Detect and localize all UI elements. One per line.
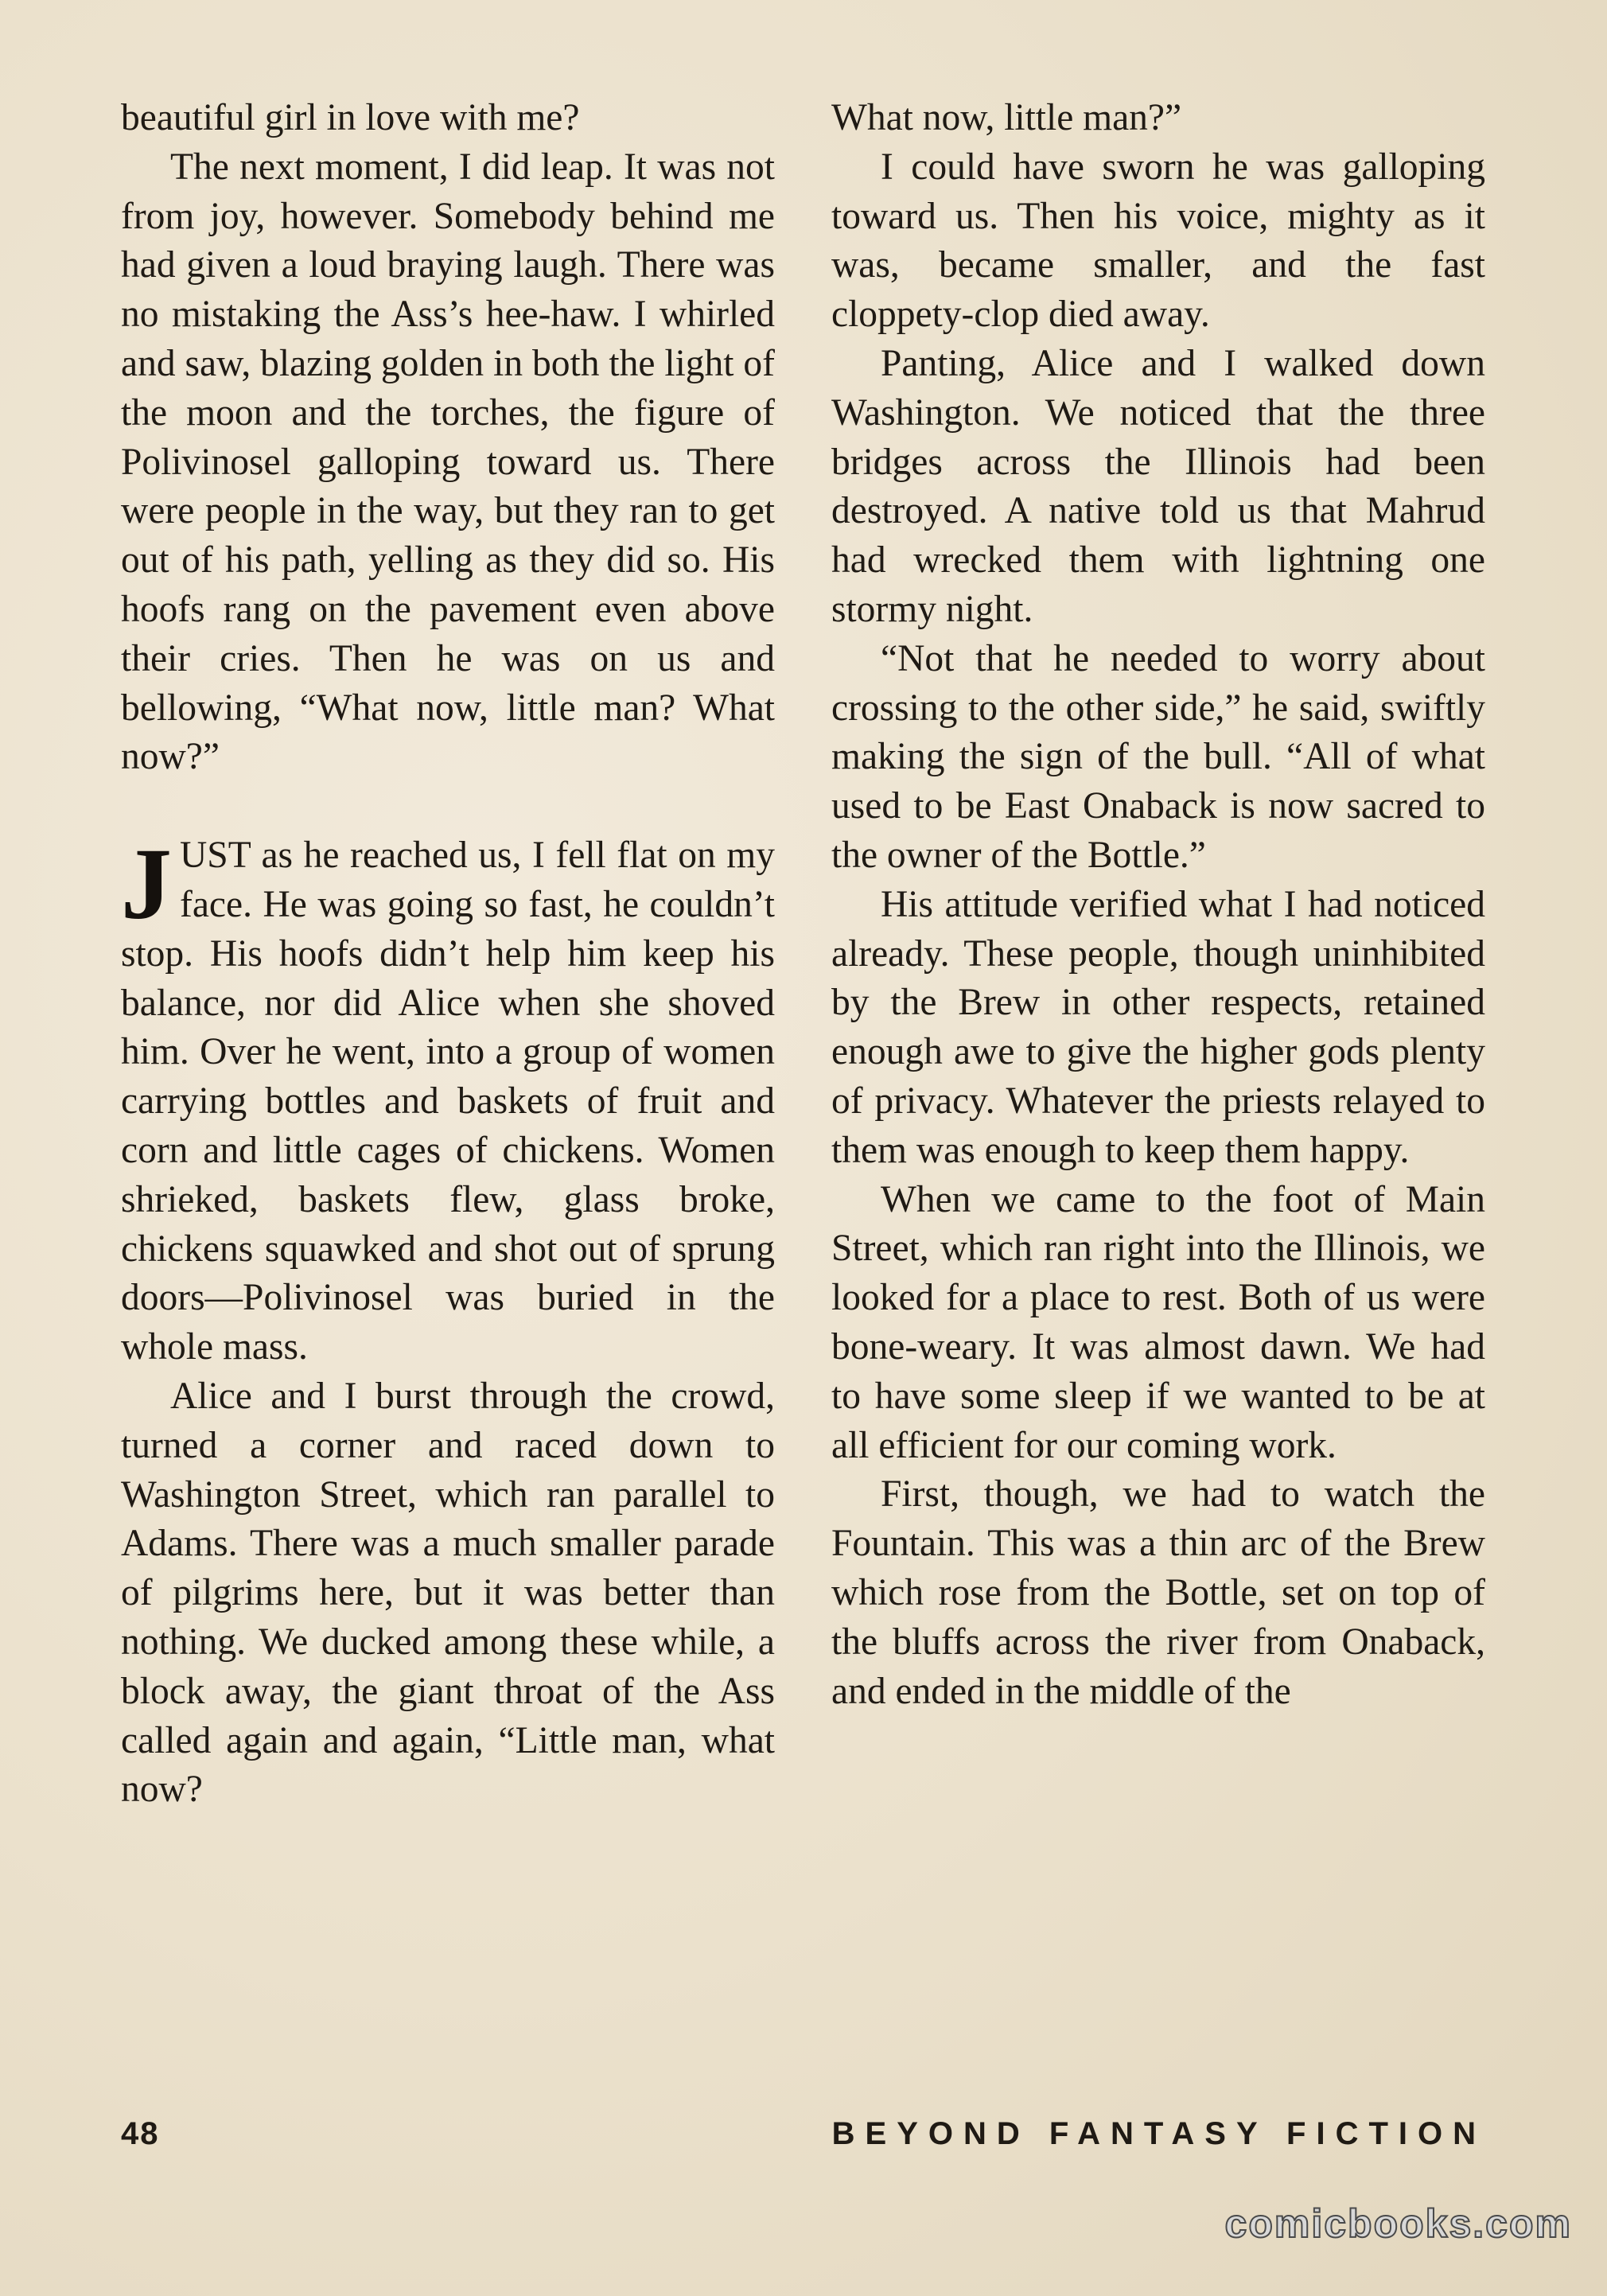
paragraph-text: UST as he reached us, I fell flat on my face. He was going so fast, he couldn’t stop. His hoofs didn’t help him keep his balance, nor did Alice when she shoved him. Over he went, into a group of women carrying bottles and baskets of fruit and corn and little cages of chickens. Women shrieked, baskets flew, glass broke, chickens squawked and shot out of sprung doors—Polivinosel was buried in the whole mass. bbox=[121, 835, 775, 1368]
paragraph: “Not that he needed to worry about crossing to the other side,” he said, swiftly making the sign of the bull. “All of what used to be East Onaback is now sacred to the owner of the Bottle.” bbox=[831, 637, 1485, 876]
dropcap-paragraph bbox=[121, 827, 775, 1372]
paragraph: I could have sworn he was galloping toward us. Then his voice, mighty as it was, became smaller, and the fast cloppety-clop died away. bbox=[831, 146, 1485, 336]
page-footer bbox=[121, 2116, 1486, 2164]
right-text-column bbox=[831, 94, 1485, 1716]
paragraph: Panting, Alice and I walked down Washington. We noticed that the three bridges across the Illinois had been destroyed. A native told us that Mahrud had wrecked them with lightning one stormy night. bbox=[831, 342, 1485, 630]
paragraph: Alice and I burst through the crowd, turned a corner and raced down to Washington Street, which ran parallel to Adams. There was a much smaller parade of pilgrims here, but it was better than nothing. We ducked among these while, a block away, the giant throat of the Ass called again and again, “Little man, what now? bbox=[121, 1375, 775, 1811]
paragraph: When we came to the foot of Main Street, which ran right into the Illinois, we looked for a place to rest. Both of us were bone-weary. It was almost dawn. We had to have some sleep if we wanted to be at all efficient for our coming work. bbox=[831, 1178, 1485, 1466]
paragraph: First, though, we had to watch the Fountain. This was a thin arc of the Brew which rose from the Bottle, set on top of the bluffs across the river from Onaback, and ended in the middle of the bbox=[831, 1473, 1485, 1712]
paragraph: What now, little man?” bbox=[831, 97, 1182, 138]
left-text-column bbox=[121, 94, 775, 1815]
page-number: 48 bbox=[121, 2116, 160, 2151]
drop-cap: J bbox=[121, 827, 172, 941]
paragraph: beautiful girl in love with me? bbox=[121, 97, 580, 138]
paragraph: The next moment, I did leap. It was not from joy, however. Somebody behind me had given a loud braying laugh. There was no mistaking the Ass’s hee-haw. I whirled and saw, blazing golden in both the light of the moon and the torches, the figure of Polivinosel galloping toward us. There were people in the way, but they ran to get out of his path, yelling as they did so. His hoofs rang on the pavement even above their cries. Then he was on us and bellowing, “What now, little man? What now?” bbox=[121, 146, 775, 778]
running-title: BEYOND FANTASY FICTION bbox=[831, 2116, 1486, 2151]
paragraph: His attitude verified what I had noticed already. These people, though uninhibited by the Brew in other respects, retained enough awe to give the higher gods plenty of privacy. Whatever the priests relayed to them was enough to keep them happy. bbox=[831, 883, 1485, 1171]
watermark-logo: comicbooks.com bbox=[1224, 2201, 1572, 2246]
